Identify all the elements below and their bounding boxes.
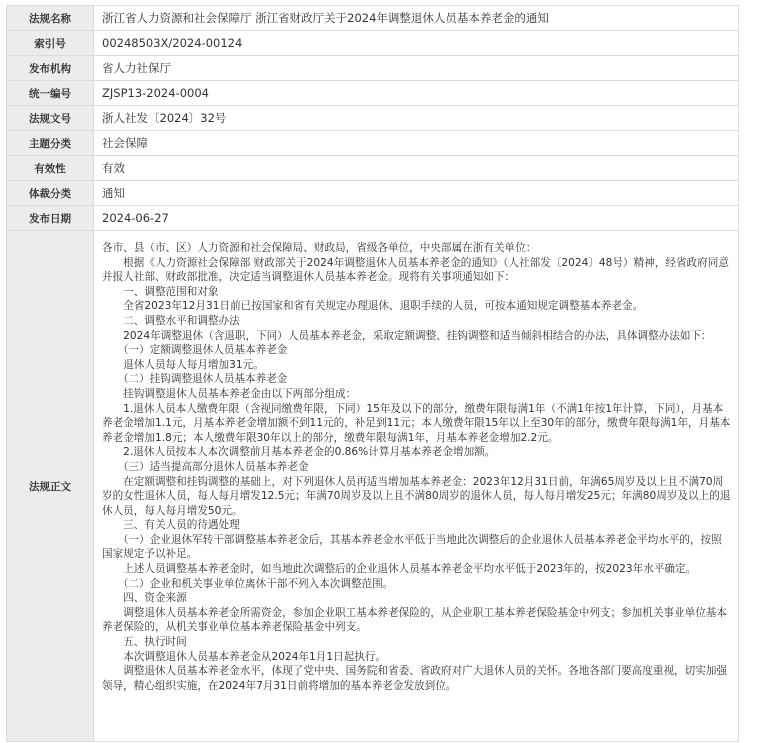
field-label-index-number: 索引号	[7, 31, 94, 56]
field-label-validity: 有效性	[7, 156, 94, 181]
body-paragraph: 三、有关人员的待遇处理	[102, 519, 240, 532]
field-label-title: 法规名称	[7, 6, 94, 31]
body-paragraph: 挂钩调整退休人员基本养老金由以下两部分组成：	[102, 387, 357, 400]
body-paragraph: 1.退休人员本人缴费年限（含视同缴费年限，下同）15年及以下的部分，缴费年限每满1年（不满1年按1年计算，下同），月基本养老金增加1.1元，月基本养老金增加额不到11元的，补足到11元；本人缴费年限15年以上至30年的部分，缴费年限每满1年，月基本养老金增加1.8元；本人缴费年限30年以上的部分，缴费年限每满1年，月基本养老金增加2.2元。	[102, 402, 731, 444]
body-paragraph: 2024年调整退休（含退职，下同）人员基本养老金，采取定额调整、挂钩调整和适当倾斜相结合的办法，具体调整办法如下：	[102, 329, 712, 342]
body-text	[102, 241, 732, 693]
body-paragraph: 四、资金来源	[102, 592, 187, 605]
body-paragraph: 一、调整范围和对象	[102, 285, 219, 298]
body-paragraph: 五、执行时间	[102, 636, 187, 649]
field-label-genre: 体裁分类	[7, 181, 94, 206]
body-paragraph: （一）企业退休军转干部调整基本养老金后，其基本养老金水平低于当地此次调整后的企业退休人员基本养老金平均水平的，按照国家规定予以补足。	[102, 533, 722, 561]
field-value-genre: 通知	[94, 181, 739, 206]
body-paragraph: 退休人员每人每月增加31元。	[102, 358, 264, 371]
row-unified-number	[7, 81, 739, 106]
row-topic	[7, 131, 739, 156]
row-body	[7, 231, 739, 742]
field-label-unified-number: 统一编号	[7, 81, 94, 106]
field-label-publish-date: 发布日期	[7, 206, 94, 231]
row-publisher	[7, 56, 739, 81]
body-paragraph: 调整退休人员基本养老金所需资金，参加企业职工基本养老保险的，从企业职工基本养老保险基金中列支；参加机关事业单位基本养老保险的，从机关事业单位基本养老保险基金中列支。	[102, 606, 728, 634]
body-paragraph: 调整退休人员基本养老金水平，体现了党中央、国务院和省委、省政府对广大退休人员的关怀。各地各部门要高度重视，切实加强领导，精心组织实施，在2024年7月31日前将增加的基本养老金发放到位。	[102, 665, 728, 692]
field-label-document-number: 法规文号	[7, 106, 94, 131]
body-paragraph: （二）企业和机关事业单位离休干部不列入本次调整范围。	[102, 577, 394, 590]
field-value-publisher: 省人力社保厅	[94, 56, 739, 81]
body-paragraph: 上述人员调整基本养老金时，如当地此次调整后的企业退休人员基本养老金平均水平低于2023年的，按2023年水平确定。	[102, 563, 697, 576]
body-paragraph: 二、调整水平和调整办法	[102, 314, 240, 327]
field-value-validity: 有效	[94, 156, 739, 181]
row-publish-date	[7, 206, 739, 231]
body-paragraph: 在定额调整和挂钩调整的基础上，对下列退休人员再适当增加基本养老金：2023年12月31日前，年满65周岁及以上且不满70周岁的女性退休人员，每人每月增发12.5元；年满70周岁及以上且不满80周岁的退休人员，每人每月增发25元；年满80周岁及以上的退休人员，每人每月增发50元。	[102, 475, 731, 517]
body-paragraph: 本次调整退休人员基本养老金从2024年1月1日起执行。	[102, 650, 387, 663]
field-label-topic: 主题分类	[7, 131, 94, 156]
row-genre	[7, 181, 739, 206]
field-label-publisher: 发布机构	[7, 56, 94, 81]
body-paragraph: （二）挂钩调整退休人员基本养老金	[102, 373, 288, 386]
field-value-body	[94, 231, 739, 742]
field-value-title: 浙江省人力资源和社会保障厅 浙江省财政厅关于2024年调整退休人员基本养老金的通知	[94, 6, 739, 31]
field-value-unified-number: ZJSP13-2024-0004	[94, 81, 739, 106]
field-label-body: 法规正文	[7, 231, 94, 742]
body-paragraph: 全省2023年12月31日前已按国家和省有关规定办理退休、退职手续的人员，可按本通知规定调整基本养老金。	[102, 300, 644, 313]
body-paragraph: （三）适当提高部分退休人员基本养老金	[102, 460, 309, 473]
body-paragraph: 2.退休人员按本人本次调整前月基本养老金的0.86%计算月基本养老金增加额。	[102, 446, 496, 459]
body-paragraph: 各市、县（市、区）人力资源和社会保障局、财政局，省级各单位，中央部属在浙有关单位：	[102, 242, 537, 254]
field-value-topic: 社会保障	[94, 131, 739, 156]
row-index-number	[7, 31, 739, 56]
body-paragraph: （一）定额调整退休人员基本养老金	[102, 344, 288, 357]
document-info-table	[6, 5, 739, 742]
row-document-number	[7, 106, 739, 131]
row-validity	[7, 156, 739, 181]
field-value-index-number: 00248503X/2024-00124	[94, 31, 739, 56]
row-title	[7, 6, 739, 31]
field-value-publish-date: 2024-06-27	[94, 206, 739, 231]
body-paragraph: 根据《人力资源社会保障部 财政部关于2024年调整退休人员基本养老金的通知》（人社部发〔2024〕48号）精神，经省政府同意并报人社部、财政部批准，决定适当调整退休人员基本养老金。现将有关事项通知如下：	[102, 256, 729, 284]
field-value-document-number: 浙人社发〔2024〕32号	[94, 106, 739, 131]
